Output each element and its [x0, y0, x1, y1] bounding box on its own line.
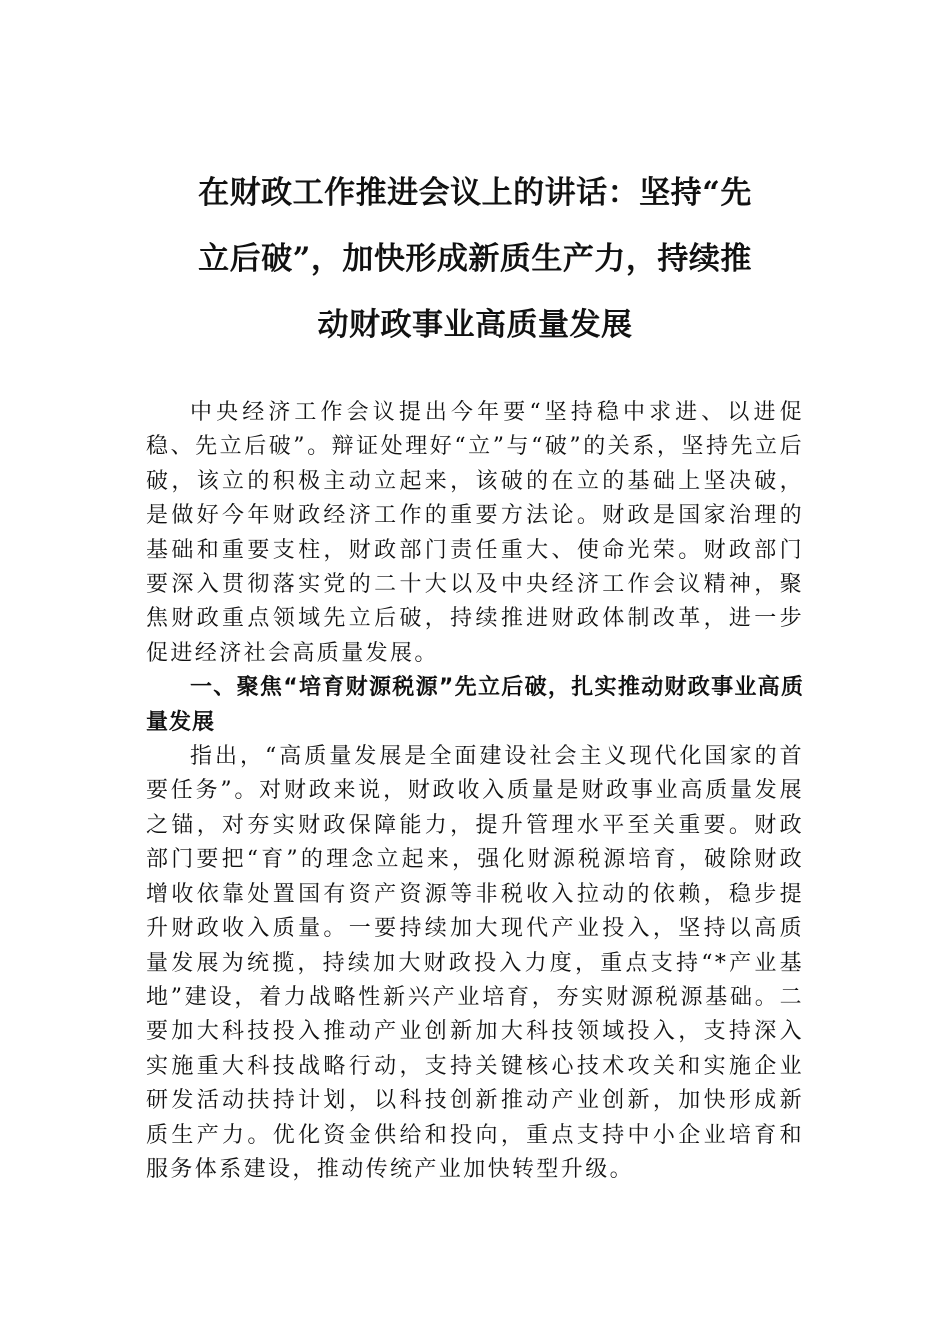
title-line-1: 在财政工作推进会议上的讲话：坚持“先: [198, 175, 752, 211]
title-line-3: 动财政事业高质量发展: [317, 307, 633, 343]
section-heading-1: 一、聚焦“培育财源税源”先立后破，扎实推动财政事业高质量发展: [146, 675, 804, 735]
intro-paragraph: 中央经济工作会议提出今年要“坚持稳中求进、以进促稳、先立后破”。辩证处理好“立”与“破”的关系，坚持先立后破，该立的积极主动立起来，该破的在立的基础上坚决破，是做好今年财政经济工作的重要方法论。财政是国家治理的基础和重要支柱，财政部门责任重大、使命光荣。财政部门要深入贯彻落实党的二十大以及中央经济工作会议精神，聚焦财政重点领域先立后破，持续推进财政体制改革，进一步促进经济社会高质量发展。: [146, 400, 804, 666]
section-1-paragraph: 指出，“高质量发展是全面建设社会主义现代化国家的首要任务”。对财政来说，财政收入质量是财政事业高质量发展之锚，对夯实财政保障能力，提升管理水平至关重要。财政部门要把“育”的理念立起来，强化财源税源培育，破除财政增收依靠处置国有资产资源等非税收入拉动的依赖，稳步提升财政收入质量。一要持续加大现代产业投入，坚持以高质量发展为统揽，持续加大财政投入力度，重点支持“*产业基地”建设，着力战略性新兴产业培育，夯实财源税源基础。二要加大科技投入推动产业创新加大科技领域投入，支持深入实施重大科技战略行动，支持关键核心技术攻关和实施企业研发活动扶持计划，以科技创新推动产业创新，加快形成新质生产力。优化资金供给和投向，重点支持中小企业培育和服务体系建设，推动传统产业加快转型升级。: [146, 744, 804, 1182]
document-body: [146, 396, 804, 1187]
document-title: [146, 160, 804, 358]
title-line-2: 立后破”，加快形成新质生产力，持续推: [198, 241, 752, 277]
